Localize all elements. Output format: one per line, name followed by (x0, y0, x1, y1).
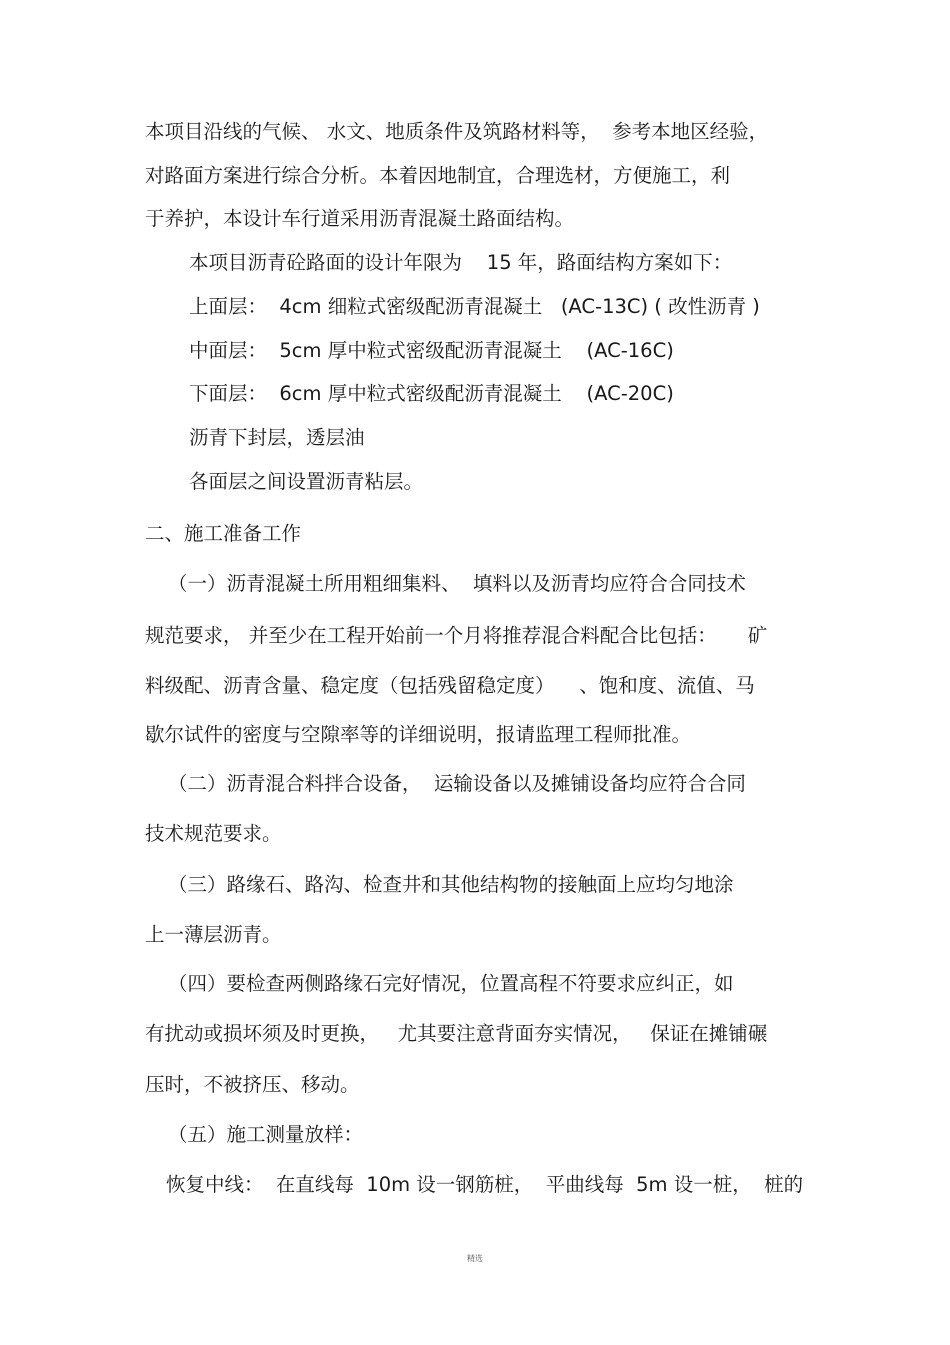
text-line: 规范要求， 并至少在工程开始前一个月将推荐混合料配合比包括： 矿 (145, 624, 768, 647)
text-line: 本项目沿线的气候、 水文、地质条件及筑路材料等， 参考本地区经验， (145, 120, 769, 143)
text-line: 料级配、沥青含量、稳定度（包括残留稳定度） 、饱和度、流值、马 (145, 674, 755, 697)
text-line: 上一薄层沥青。 (145, 923, 282, 946)
text-line: （五）施工测量放样： (168, 1123, 364, 1146)
text-line: 沥青下封层，透层油 (189, 426, 365, 449)
text-line: 对路面方案进行综合分析。本着因地制宜，合理选材，方便施工，利 (145, 164, 731, 187)
text-line: 恢复中线： 在直线每 10m 设一钢筋桩， 平曲线每 5m 设一桩， 桩的 (166, 1173, 804, 1196)
text-line: 各面层之间设置沥青粘层。 (189, 470, 424, 493)
text-line: 压时，不被挤压、移动。 (145, 1073, 360, 1096)
text-line: 于养护，本设计车行道采用沥青混凝土路面结构。 (145, 207, 575, 230)
text-line: （二）沥青混合料拌合设备， 运输设备以及摊铺设备均应符合合同 (168, 772, 746, 795)
text-line: （三）路缘石、路沟、检查井和其他结构物的接触面上应均匀地涂 (168, 873, 734, 896)
text-line: （一）沥青混凝土所用粗细集料、 填料以及沥青均应符合合同技术 (168, 572, 746, 595)
text-line: 歇尔试件的密度与空隙率等的详细说明，报请监理工程师批准。 (145, 723, 692, 746)
text-line: 中面层： 5cm 厚中粒式密级配沥青混凝土 (AC-16C) (189, 339, 674, 362)
text-line: 技术规范要求。 (145, 822, 282, 845)
text-line: 上面层： 4cm 细粒式密级配沥青混凝土 (AC-13C) ( 改性沥青 ) (189, 295, 760, 318)
text-line: 有扰动或损坏须及时更换， 尤其要注意背面夯实情况， 保证在摊铺碾 (145, 1022, 768, 1045)
text-line: （四）要检查两侧路缘石完好情况，位置高程不符要求应纠正，如 (168, 972, 734, 995)
section-heading: 二、施工准备工作 (145, 522, 302, 545)
text-line: 下面层： 6cm 厚中粒式密级配沥青混凝土 (AC-20C) (189, 382, 674, 405)
text-line: 本项目沥青砼路面的设计年限为 15 年，路面结构方案如下： (189, 251, 733, 274)
page-footer: 精选 (467, 1254, 483, 1263)
